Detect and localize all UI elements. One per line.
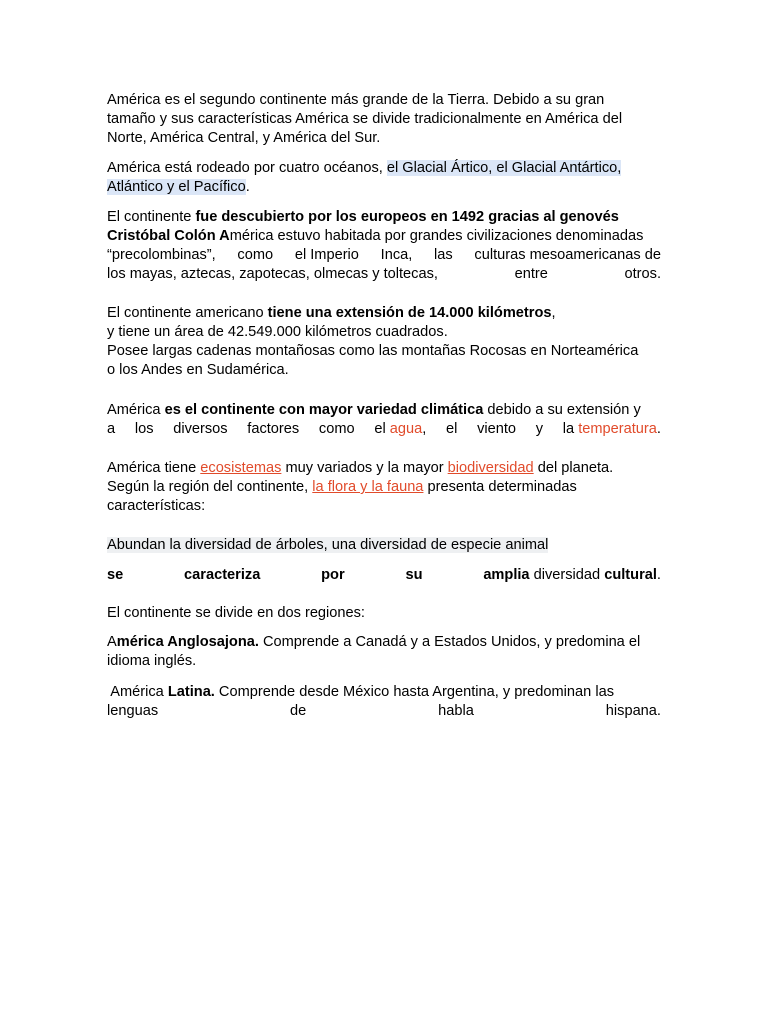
paragraph-latina	[107, 683, 661, 721]
text-run: .	[656, 421, 661, 437]
paragraph-anglo	[107, 633, 661, 671]
text-line	[107, 420, 661, 439]
text-run: Comprende desde México hasta Argentina, y predominan las	[214, 684, 614, 700]
paragraph-oceans	[107, 159, 661, 197]
text-line: o los Andes en Sudamérica.	[107, 362, 289, 378]
paragraph-biodiversity	[107, 459, 661, 516]
highlighted-text: Atlántico y el Pacífico	[107, 179, 246, 195]
red-text: temperatura	[578, 421, 657, 437]
text-line: Norte, América Central, y América del Sur.	[107, 130, 381, 146]
text-run: los	[134, 421, 154, 437]
text-line: América es el segundo continente más grande de la Tierra. Debido a su gran	[107, 92, 605, 108]
text-run: América	[107, 402, 165, 418]
text-run: culturas mesoamericanas de	[474, 247, 661, 263]
paragraph-extension	[107, 304, 661, 380]
text-run: factores	[247, 421, 300, 437]
flora-fauna-link[interactable]: la flora y la fauna	[312, 479, 424, 495]
text-run: y	[535, 421, 544, 437]
text-line: características:	[107, 498, 206, 514]
bold-text: tiene una extensión de 14.000 kilómetros	[267, 305, 552, 321]
text-line	[107, 478, 661, 497]
text-line	[107, 683, 661, 702]
text-run: diversidad	[533, 567, 601, 583]
text-run	[374, 420, 426, 439]
text-run: América está rodeado por cuatro océanos,	[107, 160, 387, 176]
text-run: habla	[438, 703, 474, 719]
text-run: muy variados y la mayor	[281, 460, 448, 476]
text-run: “precolombinas”,	[107, 247, 216, 263]
text-line: Posee largas cadenas montañosas como las montañas Rocosas en Norteamérica	[107, 343, 639, 359]
red-text: agua	[389, 421, 423, 437]
text-line	[107, 459, 661, 478]
bold-text: se	[107, 567, 124, 583]
bold-text: amplia	[483, 567, 530, 583]
text-run: diversos	[173, 421, 228, 437]
text-line	[107, 566, 661, 585]
text-run: entre	[514, 266, 548, 282]
text-line: idioma inglés.	[107, 653, 197, 669]
text-run: los mayas, aztecas, zapotecas, olmecas y toltecas,	[107, 266, 438, 282]
text-run: el Imperio	[294, 247, 359, 263]
text-line	[107, 208, 661, 227]
text-run: A	[107, 634, 117, 650]
text-line	[107, 265, 661, 284]
text-line	[107, 227, 661, 246]
text-run: .	[656, 567, 661, 583]
text-run: El continente americano	[107, 305, 268, 321]
paragraph-intro	[107, 91, 661, 148]
text-line	[107, 178, 661, 197]
text-run: ,	[422, 421, 427, 437]
bold-text: mérica Anglosajona.	[116, 634, 259, 650]
bold-text: es el continente con mayor variedad climática	[164, 402, 484, 418]
text-run: Inca,	[380, 247, 413, 263]
text-line: El continente se divide en dos regiones:	[107, 605, 365, 621]
text-run: Según la región del continente,	[107, 479, 313, 495]
paragraph-discovery	[107, 208, 661, 284]
text-run: como	[237, 247, 274, 263]
highlighted-text: Abundan la diversidad de árboles, una diversidad de especie animal	[107, 537, 549, 553]
text-run: del planeta.	[533, 460, 614, 476]
bold-text: fue descubierto por los europeos en 1492 gracias al genovés	[195, 209, 619, 225]
paragraph-regions	[107, 604, 661, 623]
biodiversidad-link[interactable]: biodiversidad	[447, 460, 534, 476]
bold-text: Cristóbal Colón A	[107, 228, 230, 244]
text-run: el	[374, 421, 386, 437]
text-run	[563, 420, 661, 439]
bold-text: Latina.	[167, 684, 215, 700]
text-line	[107, 159, 661, 178]
text-line	[107, 702, 661, 721]
text-run: el	[446, 421, 458, 437]
text-line: y tiene un área de 42.549.000 kilómetros cuadrados.	[107, 324, 448, 340]
text-line	[107, 633, 661, 652]
text-run: viento	[477, 421, 517, 437]
text-run: de	[290, 703, 307, 719]
text-run: .	[245, 179, 250, 195]
text-run: las	[434, 247, 453, 263]
text-run: El continente	[107, 209, 196, 225]
highlighted-text: el Glacial Ártico, el Glacial Antártico,	[386, 160, 622, 176]
text-run: otros.	[624, 266, 661, 282]
text-run: a	[107, 421, 116, 437]
paragraph-climate	[107, 401, 661, 439]
text-line	[107, 246, 661, 265]
bold-text: caracteriza	[184, 567, 261, 583]
text-run: América tiene	[107, 460, 201, 476]
text-run: hispana.	[605, 703, 661, 719]
bold-text: por	[321, 567, 345, 583]
text-line: tamaño y sus características América se divide tradicionalmente en América del	[107, 111, 623, 127]
text-line	[107, 401, 661, 420]
text-run: mérica estuvo habitada por grandes civilizaciones denominadas	[229, 228, 644, 244]
text-run	[483, 566, 661, 585]
text-run: debido a su extensión y	[483, 402, 641, 418]
text-run: ,	[551, 305, 556, 321]
text-run: Comprende a Canadá y a Estados Unidos, y predomina el	[258, 634, 641, 650]
text-run: lenguas	[107, 703, 159, 719]
ecosistemas-link[interactable]: ecosistemas	[200, 460, 282, 476]
paragraph-abundance	[107, 536, 661, 555]
text-run: como	[318, 421, 355, 437]
text-run: presenta determinadas	[423, 479, 577, 495]
text-run: la	[562, 421, 575, 437]
text-run: América	[107, 684, 168, 700]
paragraph-culture	[107, 566, 661, 585]
bold-text: su	[405, 567, 423, 583]
bold-text: cultural	[604, 567, 657, 583]
text-line	[107, 536, 661, 555]
text-line	[107, 304, 661, 323]
